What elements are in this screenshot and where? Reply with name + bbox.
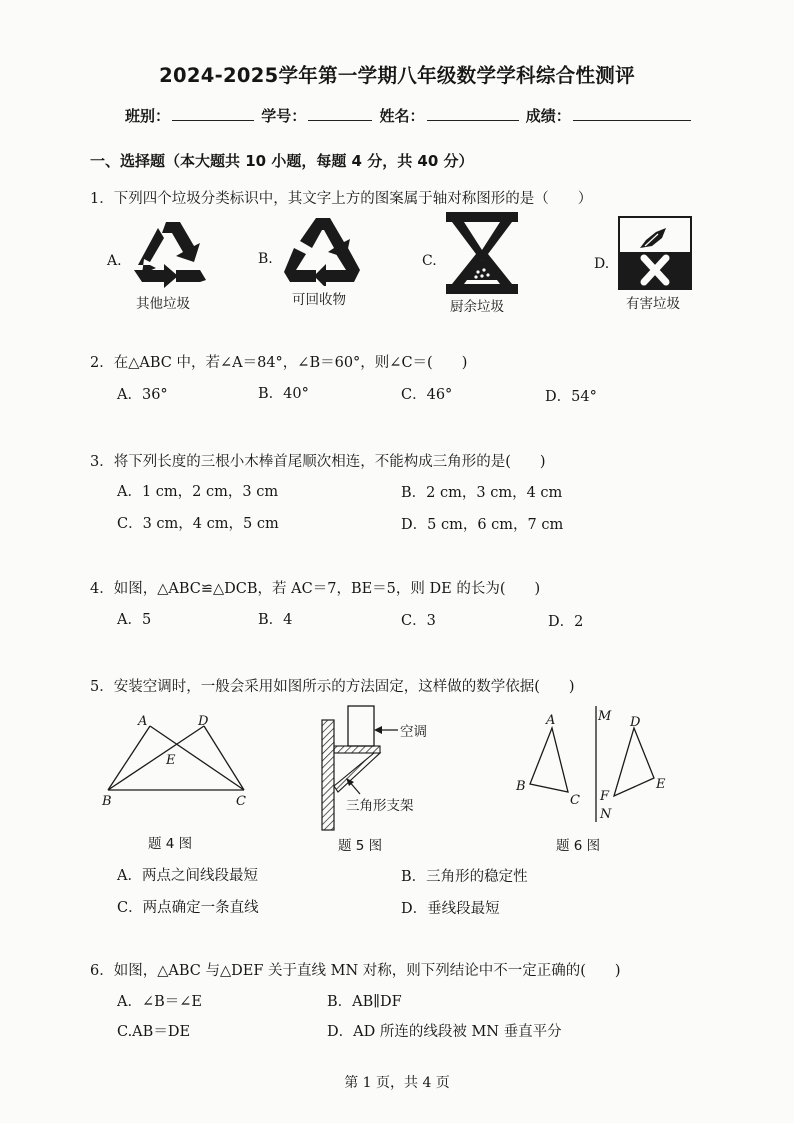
q1-option-c-letter: C. [422,253,437,269]
figure-4-triangles [98,708,268,812]
q4-option-c[interactable]: C．3 [401,613,436,629]
q3-option-a[interactable]: A．1 cm，2 cm，3 cm [117,484,279,500]
question-4-stem: 4．如图，△ABC≌△DCB，若 AC＝7，BE＝5，则 DE 的长为( ) [90,581,541,597]
class-label: 班别： [125,107,171,125]
q5-option-b[interactable]: B．三角形的稳定性 [401,869,528,885]
q3-option-d[interactable]: D．5 cm，6 cm，7 cm [401,517,564,533]
name-label: 姓名： [379,107,425,125]
page-footer: 第 1 页，共 4 页 [344,1075,450,1091]
q1-caption-b: 可回收物 [292,292,346,308]
q5-option-c[interactable]: C．两点确定一条直线 [117,900,259,916]
q6-option-c[interactable]: C.AB＝DE [117,1024,191,1040]
q3-option-c[interactable]: C．3 cm，4 cm，5 cm [117,516,279,532]
q2-option-a[interactable]: A．36° [117,387,168,403]
q4-option-a[interactable]: A．5 [117,612,152,628]
figure-6-caption: 题 6 图 [556,838,601,854]
question-2-stem: 2．在△ABC 中，若∠A＝84°，∠B＝60°，则∠C＝( ) [90,355,468,371]
fig5-air-conditioner-label: 空调 [400,724,427,740]
q1-caption-c: 厨余垃圾 [450,299,504,315]
question-3-stem: 3．将下列长度的三根小木棒首尾顺次相连，不能构成三角形的是( ) [90,454,546,470]
id-label: 学号： [261,107,307,125]
fig6-line-label-n: N [600,807,612,822]
fig6-point-c: C [570,793,580,808]
id-blank[interactable] [308,106,372,121]
score-label: 成绩： [525,107,571,125]
fig6-point-d: D [630,715,641,730]
question-1-stem: 1．下列四个垃圾分类标识中，其文字上方的图案属于轴对称图形的是（ ） [90,191,593,207]
food-waste-hourglass-icon [442,210,522,294]
fig6-point-b: B [516,779,526,794]
fig4-point-d: D [198,714,209,729]
q1-caption-a: 其他垃圾 [136,296,190,312]
figure-4-caption: 题 4 图 [148,836,193,852]
hazardous-waste-icon [618,216,692,290]
fig4-point-c: C [236,794,246,809]
student-info-line [125,105,693,126]
q2-option-c[interactable]: C．46° [401,387,453,403]
q6-option-a[interactable]: A．∠B＝∠E [117,994,203,1010]
recyclable-recycle-icon [282,214,364,286]
q2-option-d[interactable]: D．54° [545,389,597,405]
fig6-point-f: F [600,789,610,804]
q4-option-b[interactable]: B．4 [258,612,293,628]
q2-option-b[interactable]: B．40° [258,386,309,402]
q5-option-a[interactable]: A．两点之间线段最短 [117,868,258,884]
other-waste-recycle-icon [128,218,210,290]
q1-option-a-letter: A. [107,253,122,269]
q6-option-b[interactable]: B．AB∥DF [327,994,402,1010]
exam-title: 2024-2025学年第一学期八年级数学学科综合性测评 [159,64,635,87]
name-blank[interactable] [427,106,519,121]
q3-option-b[interactable]: B．2 cm，3 cm，4 cm [401,485,563,501]
q4-option-d[interactable]: D．2 [548,614,584,630]
figure-6-symmetric-triangles [510,700,680,828]
q6-option-d[interactable]: D．AD 所连的线段被 MN 垂直平分 [327,1024,562,1040]
fig4-point-b: B [102,794,112,809]
q1-caption-d: 有害垃圾 [626,296,680,312]
q1-option-d-letter: D. [594,256,610,272]
fig6-line-label-m: M [598,709,612,724]
score-blank[interactable] [573,106,691,121]
question-5-stem: 5．安装空调时，一般会采用如图所示的方法固定，这样做的数学依据( ) [90,679,575,695]
class-blank[interactable] [172,106,254,121]
figure-5-caption: 题 5 图 [338,838,383,854]
q1-option-b-letter: B. [258,251,273,267]
fig4-point-a: A [138,714,148,729]
fig6-point-e: E [656,777,666,792]
section-heading: 一、选择题（本大题共 10 小题，每题 4 分，共 40 分） [90,152,474,170]
question-6-stem: 6．如图，△ABC 与△DEF 关于直线 MN 对称，则下列结论中不一定正确的( ) [90,963,621,979]
fig6-point-a: A [546,713,556,728]
figure-5-air-conditioner-bracket [312,700,472,834]
fig5-bracket-label: 三角形支架 [346,798,414,814]
fig4-point-e: E [166,753,176,768]
q5-option-d[interactable]: D．垂线段最短 [401,901,500,917]
